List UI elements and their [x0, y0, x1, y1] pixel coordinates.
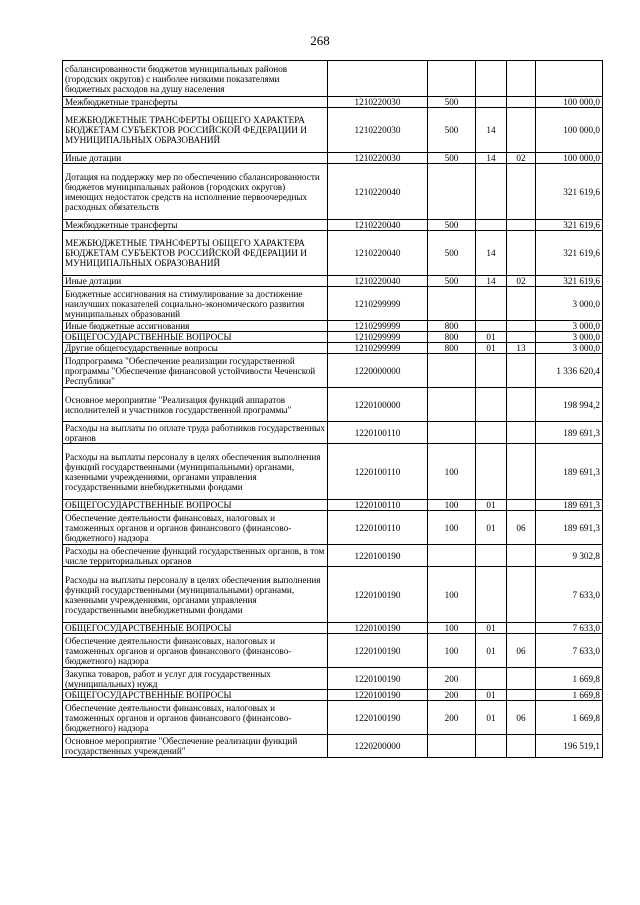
table-row	[63, 343, 603, 354]
cell-amount: 189 691,3	[536, 511, 603, 545]
cell-pr	[507, 61, 536, 97]
cell-pr: 06	[507, 634, 536, 668]
cell-name: Иные дотации	[63, 276, 328, 287]
cell-vr: 200	[428, 668, 476, 690]
cell-vr: 500	[428, 276, 476, 287]
cell-amount: 100 000,0	[536, 97, 603, 108]
table-row	[63, 623, 603, 634]
cell-vr: 100	[428, 623, 476, 634]
cell-code: 1210299999	[328, 287, 428, 321]
cell-amount: 3 000,0	[536, 287, 603, 321]
cell-code: 1210220040	[328, 220, 428, 231]
table-row	[63, 61, 603, 97]
table-row	[63, 668, 603, 690]
cell-pr	[507, 690, 536, 701]
cell-vr: 800	[428, 321, 476, 332]
cell-pr	[507, 545, 536, 567]
cell-rz: 14	[476, 276, 507, 287]
cell-rz	[476, 735, 507, 758]
table-row	[63, 444, 603, 500]
cell-code: 1220100110	[328, 422, 428, 444]
cell-amount: 321 619,6	[536, 276, 603, 287]
cell-vr	[428, 61, 476, 97]
cell-name: Обеспечение деятельности финансовых, налоговых и таможенных органов и органов финансового (финансово-бюджетного) надзора	[63, 634, 328, 668]
cell-code: 1220000000	[328, 354, 428, 388]
budget-table-body	[63, 61, 603, 758]
table-row	[63, 153, 603, 164]
cell-amount: 196 519,1	[536, 735, 603, 758]
cell-vr	[428, 287, 476, 321]
cell-name: Обеспечение деятельности финансовых, налоговых и таможенных органов и органов финансового (финансово-бюджетного) надзора	[63, 511, 328, 545]
cell-rz	[476, 164, 507, 220]
cell-amount: 321 619,6	[536, 164, 603, 220]
cell-pr	[507, 422, 536, 444]
cell-name: Основное мероприятие "Реализация функций аппаратов исполнителей и участников государственной программы"	[63, 388, 328, 422]
budget-table	[62, 60, 603, 758]
cell-code: 1210220030	[328, 153, 428, 164]
cell-pr	[507, 231, 536, 276]
cell-name: Бюджетные ассигнования на стимулирование за достижение наилучших показателей социально-экономического развития муниципальных образований	[63, 287, 328, 321]
cell-code: 1220100190	[328, 690, 428, 701]
cell-vr: 500	[428, 231, 476, 276]
cell-vr: 500	[428, 108, 476, 153]
cell-vr: 100	[428, 444, 476, 500]
cell-name: Иные бюджетные ассигнования	[63, 321, 328, 332]
cell-rz	[476, 61, 507, 97]
cell-amount: 7 633,0	[536, 567, 603, 623]
cell-amount: 321 619,6	[536, 220, 603, 231]
cell-code: 1210220040	[328, 276, 428, 287]
cell-pr	[507, 332, 536, 343]
table-row	[63, 220, 603, 231]
cell-pr	[507, 623, 536, 634]
cell-code: 1220100190	[328, 634, 428, 668]
cell-rz: 14	[476, 108, 507, 153]
cell-code: 1210299999	[328, 321, 428, 332]
table-row	[63, 354, 603, 388]
table-row	[63, 388, 603, 422]
cell-amount: 7 633,0	[536, 634, 603, 668]
cell-rz	[476, 321, 507, 332]
cell-rz: 01	[476, 701, 507, 735]
cell-amount: 7 633,0	[536, 623, 603, 634]
table-row	[63, 500, 603, 511]
cell-code: 1220100110	[328, 500, 428, 511]
cell-name: Иные дотации	[63, 153, 328, 164]
cell-vr	[428, 422, 476, 444]
cell-name: Межбюджетные трансферты	[63, 220, 328, 231]
cell-code: 1220100190	[328, 545, 428, 567]
cell-rz	[476, 287, 507, 321]
cell-vr: 500	[428, 153, 476, 164]
cell-rz	[476, 388, 507, 422]
cell-code: 1220100190	[328, 567, 428, 623]
cell-rz	[476, 567, 507, 623]
cell-amount: 1 669,8	[536, 701, 603, 735]
cell-amount: 321 619,6	[536, 231, 603, 276]
cell-name: Обеспечение деятельности финансовых, налоговых и таможенных органов и органов финансового (финансово-бюджетного) надзора	[63, 701, 328, 735]
cell-vr: 200	[428, 701, 476, 735]
table-row	[63, 567, 603, 623]
cell-code: 1210220030	[328, 108, 428, 153]
table-row	[63, 231, 603, 276]
table-row	[63, 690, 603, 701]
table-row	[63, 735, 603, 758]
table-row	[63, 276, 603, 287]
cell-pr: 02	[507, 153, 536, 164]
cell-rz: 01	[476, 634, 507, 668]
cell-pr	[507, 220, 536, 231]
cell-amount: 9 302,8	[536, 545, 603, 567]
cell-code: 1220100000	[328, 388, 428, 422]
cell-code: 1220200000	[328, 735, 428, 758]
cell-pr	[507, 735, 536, 758]
cell-code: 1220100190	[328, 668, 428, 690]
cell-rz	[476, 668, 507, 690]
cell-name: ОБЩЕГОСУДАРСТВЕННЫЕ ВОПРОСЫ	[63, 500, 328, 511]
cell-rz: 01	[476, 332, 507, 343]
page-number: 268	[310, 33, 330, 48]
cell-code: 1220100110	[328, 444, 428, 500]
cell-rz	[476, 220, 507, 231]
cell-vr	[428, 164, 476, 220]
cell-pr	[507, 500, 536, 511]
cell-pr	[507, 567, 536, 623]
cell-amount: 189 691,3	[536, 500, 603, 511]
cell-name: МЕЖБЮДЖЕТНЫЕ ТРАНСФЕРТЫ ОБЩЕГО ХАРАКТЕРА БЮДЖЕТАМ СУБЪЕКТОВ РОССИЙСКОЙ ФЕДЕРАЦИИ И МУНИЦИПАЛЬНЫХ ОБРАЗОВАНИЙ	[63, 108, 328, 153]
cell-name: ОБЩЕГОСУДАРСТВЕННЫЕ ВОПРОСЫ	[63, 690, 328, 701]
cell-amount: 100 000,0	[536, 108, 603, 153]
cell-pr	[507, 287, 536, 321]
cell-rz	[476, 97, 507, 108]
table-row	[63, 332, 603, 343]
cell-rz	[476, 422, 507, 444]
cell-amount: 3 000,0	[536, 332, 603, 343]
cell-rz: 01	[476, 500, 507, 511]
table-row	[63, 545, 603, 567]
cell-amount: 3 000,0	[536, 343, 603, 354]
cell-rz: 01	[476, 343, 507, 354]
table-row	[63, 634, 603, 668]
cell-code: 1210299999	[328, 343, 428, 354]
cell-name: Расходы на выплаты персоналу в целях обеспечения выполнения функций государственными (муниципальными) органами, казенными учреждениями, органами управления государственными внебюджетными фондами	[63, 567, 328, 623]
cell-code: 1220100190	[328, 623, 428, 634]
cell-name: ОБЩЕГОСУДАРСТВЕННЫЕ ВОПРОСЫ	[63, 623, 328, 634]
cell-code: 1210299999	[328, 332, 428, 343]
cell-name: Другие общегосударственные вопросы	[63, 343, 328, 354]
table-row	[63, 321, 603, 332]
cell-code	[328, 61, 428, 97]
cell-rz	[476, 444, 507, 500]
cell-pr: 13	[507, 343, 536, 354]
cell-vr: 200	[428, 690, 476, 701]
cell-name: сбалансированности бюджетов муниципальных районов (городских округов) с наиболее низкими показателями бюджетных расходов на душу населения	[63, 61, 328, 97]
cell-amount: 100 000,0	[536, 153, 603, 164]
cell-name: Межбюджетные трансферты	[63, 97, 328, 108]
cell-rz: 14	[476, 153, 507, 164]
cell-vr	[428, 354, 476, 388]
table-row	[63, 287, 603, 321]
cell-amount: 3 000,0	[536, 321, 603, 332]
cell-name: Расходы на выплаты по оплате труда работников государственных органов	[63, 422, 328, 444]
cell-pr	[507, 321, 536, 332]
cell-vr: 500	[428, 220, 476, 231]
cell-name: Расходы на выплаты персоналу в целях обеспечения выполнения функций государственными (муниципальными) органами, казенными учреждениями, органами управления государственными внебюджетными фондами	[63, 444, 328, 500]
cell-vr: 500	[428, 97, 476, 108]
cell-name: ОБЩЕГОСУДАРСТВЕННЫЕ ВОПРОСЫ	[63, 332, 328, 343]
cell-name: МЕЖБЮДЖЕТНЫЕ ТРАНСФЕРТЫ ОБЩЕГО ХАРАКТЕРА БЮДЖЕТАМ СУБЪЕКТОВ РОССИЙСКОЙ ФЕДЕРАЦИИ И МУНИЦИПАЛЬНЫХ ОБРАЗОВАНИЙ	[63, 231, 328, 276]
cell-vr	[428, 388, 476, 422]
cell-amount: 1 669,8	[536, 690, 603, 701]
cell-pr	[507, 444, 536, 500]
cell-code: 1220100110	[328, 511, 428, 545]
cell-amount: 1 336 620,4	[536, 354, 603, 388]
cell-pr	[507, 388, 536, 422]
cell-name: Дотация на поддержку мер по обеспечению сбалансированности бюджетов муниципальных районов (городских округов) имеющих недостаток средств на исполнение первоочередных расходных обязательств	[63, 164, 328, 220]
cell-amount	[536, 61, 603, 97]
table-row	[63, 97, 603, 108]
cell-pr: 06	[507, 701, 536, 735]
cell-vr	[428, 545, 476, 567]
cell-vr	[428, 735, 476, 758]
cell-pr: 02	[507, 276, 536, 287]
table-row	[63, 108, 603, 153]
cell-vr: 800	[428, 332, 476, 343]
cell-rz: 01	[476, 623, 507, 634]
cell-pr	[507, 354, 536, 388]
table-row	[63, 511, 603, 545]
cell-code: 1210220040	[328, 164, 428, 220]
cell-pr	[507, 108, 536, 153]
cell-rz	[476, 545, 507, 567]
table-row	[63, 701, 603, 735]
cell-name: Подпрограмма "Обеспечение реализации государственной программы "Обеспечение финансовой устойчивости Чеченской Республики"	[63, 354, 328, 388]
cell-rz: 14	[476, 231, 507, 276]
cell-vr: 100	[428, 500, 476, 511]
cell-vr: 100	[428, 567, 476, 623]
cell-amount: 1 669,8	[536, 668, 603, 690]
cell-code: 1220100190	[328, 701, 428, 735]
cell-name: Расходы на обеспечение функций государственных органов, в том числе территориальных органов	[63, 545, 328, 567]
cell-rz: 01	[476, 511, 507, 545]
cell-vr: 800	[428, 343, 476, 354]
cell-pr	[507, 164, 536, 220]
cell-amount: 198 994,2	[536, 388, 603, 422]
cell-rz: 01	[476, 690, 507, 701]
cell-vr: 100	[428, 511, 476, 545]
cell-amount: 189 691,3	[536, 444, 603, 500]
cell-pr: 06	[507, 511, 536, 545]
cell-name: Основное мероприятие "Обеспечение реализации функций государственных учреждений"	[63, 735, 328, 758]
cell-vr: 100	[428, 634, 476, 668]
cell-code: 1210220030	[328, 97, 428, 108]
cell-name: Закупка товаров, работ и услуг для государственных (муниципальных) нужд	[63, 668, 328, 690]
cell-pr	[507, 97, 536, 108]
cell-pr	[507, 668, 536, 690]
table-row	[63, 164, 603, 220]
table-row	[63, 422, 603, 444]
cell-rz	[476, 354, 507, 388]
cell-amount: 189 691,3	[536, 422, 603, 444]
cell-code: 1210220040	[328, 231, 428, 276]
